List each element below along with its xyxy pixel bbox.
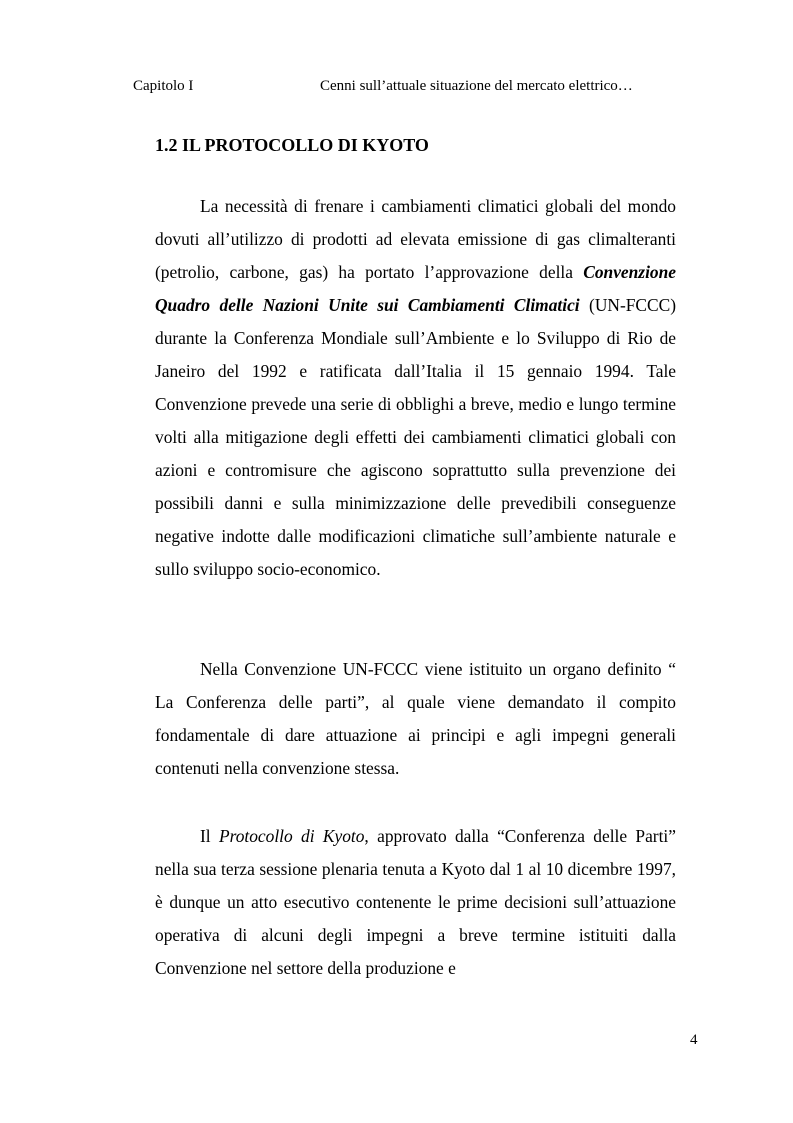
paragraph-2-text: Nella Convenzione UN-FCCC viene istituito un organo definito “ La Conferenza delle parti”, al quale viene demandato il compito fondamentale di dare attuazione ai principi e agli impegni generali contenuti nella convenzione stessa.: [155, 659, 676, 778]
section-title: 1.2 IL PROTOCOLLO DI KYOTO: [155, 135, 429, 155]
page-number: 4: [690, 1032, 698, 1048]
paragraph-2: [155, 653, 676, 785]
paragraph-1: [155, 190, 676, 586]
paragraph-3: [155, 820, 676, 985]
running-header-chapter: Capitolo I: [133, 78, 194, 94]
paragraph-1-emphasis: Convenzione Quadro delle Nazioni Unite sui Cambiamenti Climatici: [155, 262, 676, 315]
paragraph-1-text-b: (UN-FCCC) durante la Conferenza Mondiale sull’Ambiente e lo Sviluppo di Rio de Janeiro del 1992 e ratificata dall’Italia il 15 gennaio 1994. Tale Convenzione prevede una serie di obblighi a breve, medio e lungo termine volti alla mitigazione degli effetti dei cambiamenti climatici globali con azioni e contromisure che agiscono soprattutto sulla prevenzione dei possibili danni e sulla minimizzazione delle prevedibili conseguenze negative indotte dalle modificazioni climatiche sull’ambiente naturale e sullo sviluppo socio-economico.: [155, 295, 676, 579]
paragraph-1-text-a: La necessità di frenare i cambiamenti climatici globali del mondo dovuti all’utilizzo di prodotti ad elevata emissione di gas climalteranti (petrolio, carbone, gas) ha portato l’approvazione della: [155, 196, 676, 282]
paragraph-3-text-a: Il: [200, 826, 219, 846]
paragraph-3-emphasis: Protocollo di Kyoto: [218, 826, 365, 846]
running-header-title: Cenni sull’attuale situazione del mercato elettrico…: [320, 78, 633, 94]
paragraph-3-text-b: , approvato dalla “Conferenza delle Parti” nella sua terza sessione plenaria tenuta a Kyoto dal 1 al 10 dicembre 1997, è dunque un atto esecutivo contenente le prime decisioni sull’attuazione operativa di alcuni degli impegni a breve termine istituiti dalla Convenzione nel settore della produzione e: [155, 826, 676, 978]
